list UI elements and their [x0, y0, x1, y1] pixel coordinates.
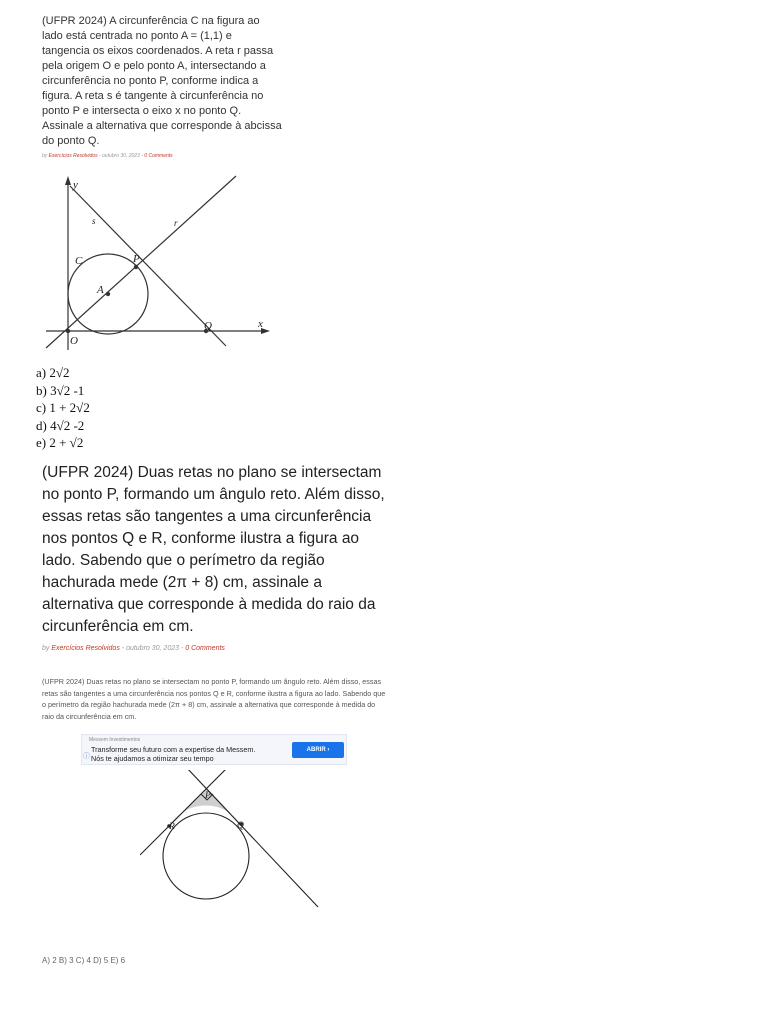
label-q: Q: [237, 821, 244, 831]
label-c: C: [75, 255, 83, 267]
option-a: a) 2√2: [36, 365, 70, 380]
meta-date: outubro 30, 2023: [102, 153, 140, 159]
meta-date: outubro 30, 2023: [126, 645, 179, 652]
label-s: s: [92, 216, 96, 226]
ad-sponsor: Messem Investimentos: [89, 737, 141, 743]
ad-open-button[interactable]: ABRIR ›: [292, 742, 344, 758]
option-c: c) 1 + 2√2: [36, 400, 90, 415]
ad-description: Nós te ajudamos a otimizar seu tempo: [91, 754, 214, 763]
point-o: [66, 329, 70, 333]
point-p: [134, 265, 138, 269]
ad-info-icon[interactable]: ⓘ: [83, 753, 90, 760]
question-2-small-statement: (UFPR 2024) Duas retas no plano se intersectam no ponto P, formando um ângulo reto. Além disso, essas retas são tangentes a uma circunferência nos pontos Q e R, conforme ilustra a figura ao lado. Sabendo que o perímetro da região hachurada mede (2π + 8) cm, assinale a alternativa que corresponde à medida do raio da circunferência em cm.: [42, 677, 386, 721]
meta-by: by: [42, 153, 48, 159]
question-1-statement: (UFPR 2024) A circunferência C na figura ao lado está centrada no ponto A = (1,1) e tangencia os eixos coordenados. A reta r passa pela origem O e pelo ponto A, intersectando a circunferência no ponto P, conforme indica a figura. A reta s é tangente à circunferência no ponto P e intersecta o eixo x no ponto Q. Assinale a alternativa que corresponde à abcissa do ponto Q.: [42, 15, 282, 147]
meta-by: by: [42, 645, 50, 652]
meta-separator: -: [179, 645, 186, 652]
line-s: [70, 186, 226, 346]
label-r: R: [169, 822, 175, 832]
question-1-figure: [40, 172, 272, 354]
meta-separator: -: [119, 645, 127, 652]
label-a: A: [97, 284, 104, 296]
tangent-line-pr: [140, 770, 228, 855]
label-x: x: [258, 318, 263, 330]
option-e: e) 2 + √2: [36, 435, 84, 450]
option-d: d) 4√2 -2: [36, 417, 85, 433]
question-1-options: [36, 364, 90, 452]
ad-banner[interactable]: [81, 734, 347, 765]
meta-separator: -: [139, 153, 145, 159]
label-p: P: [205, 791, 211, 801]
label-q: Q: [204, 320, 212, 332]
meta-separator: -: [97, 153, 103, 159]
option-b: b) 3√2 -1: [36, 382, 85, 398]
meta-author-link[interactable]: Exercícios Resolvidos: [48, 153, 98, 159]
question-2-answers: A) 2 B) 3 C) 4 D) 5 E) 6: [42, 956, 126, 965]
question-2-meta: [42, 645, 225, 652]
question-2-statement: (UFPR 2024) Duas retas no plano se intersectam no ponto P, formando um ângulo reto. Além disso, essas retas são tangentes a uma circunferência nos pontos Q e R, conforme ilustra a figura ao lado. Sabendo que o perímetro da região hachurada mede (2π + 8) cm, assinale a alternativa que corresponde à medida do raio da circunferência em cm.: [42, 464, 385, 635]
meta-comments-link[interactable]: 0 Comments: [144, 153, 173, 159]
question-2-figure: [140, 770, 320, 910]
label-r: r: [174, 218, 178, 228]
meta-comments-link[interactable]: 0 Comments: [185, 645, 225, 652]
ad-headline: Transforme seu futuro com a expertise da Messem.: [91, 745, 256, 754]
point-a: [106, 292, 110, 296]
question-1-meta: [42, 153, 173, 159]
y-axis-arrow-icon: [65, 176, 71, 185]
meta-author-link[interactable]: Exercícios Resolvidos: [51, 645, 120, 652]
label-y: y: [73, 179, 78, 191]
label-p: P: [133, 253, 140, 265]
label-o: O: [70, 335, 78, 347]
